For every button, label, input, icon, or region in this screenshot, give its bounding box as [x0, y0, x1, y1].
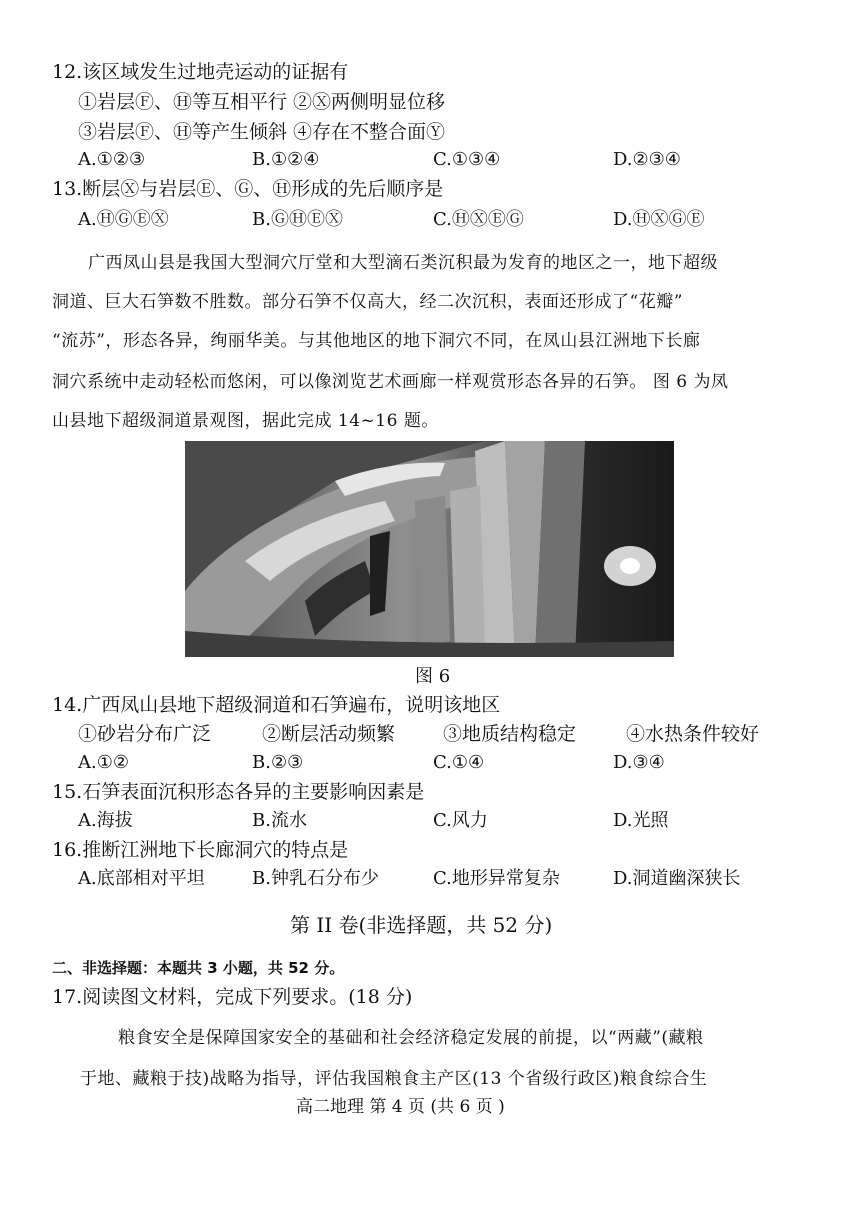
passage-line-3: “流苏”，形态各异，绚丽华美。与其他地区的地下洞穴不同，在凤山县江洲地下长廊: [52, 331, 701, 351]
q14-option-d: D.③④: [613, 752, 665, 773]
q12-option-d: D.②③④: [613, 149, 681, 170]
q15-stem: 15.石笋表面沉积形态各异的主要影响因素是: [52, 781, 425, 803]
q12-option-c: C.①③④: [433, 149, 501, 170]
passage-line-2: 洞道、巨大石笋数不胜数。部分石笋不仅高大，经二次沉积，表面还形成了“花瓣”: [52, 292, 683, 312]
q12-items-b: ③岩层Ⓕ、Ⓗ等产生倾斜 ④存在不整合面Ⓨ: [78, 121, 446, 143]
q14-item-2: ②断层活动频繁: [262, 723, 396, 745]
q13-stem: 13.断层Ⓧ与岩层Ⓔ、Ⓖ、Ⓗ形成的先后顺序是: [52, 178, 444, 200]
q17-para-line-2: 于地、藏粮于技)战略为指导，评估我国粮食主产区(13 个省级行政区)粮食综合生: [80, 1069, 708, 1089]
q14-item-3: ③地质结构稳定: [443, 723, 577, 745]
q14-option-a: A.①②: [78, 752, 129, 773]
q12-items-a: ①岩层Ⓕ、Ⓗ等互相平行 ②Ⓧ两侧明显位移: [78, 91, 446, 113]
q14-item-1: ①砂岩分布广泛: [78, 723, 212, 745]
section2-heading: 二、非选择题：本题共 3 小题，共 52 分。: [52, 959, 345, 977]
q16-option-a: A.底部相对平坦: [78, 868, 205, 889]
q13-option-d: D.ⒽⓍⒼⒺ: [613, 209, 705, 230]
q14-option-b: B.②③: [252, 752, 304, 773]
q16-option-d: D.洞道幽深狭长: [613, 868, 741, 889]
q15-option-a: A.海拔: [78, 810, 133, 831]
page-footer: 高二地理 第 4 页 (共 6 页 ): [296, 1097, 505, 1117]
q13-option-a: A.ⒽⒼⒺⓍ: [78, 209, 169, 230]
passage-line-5: 山县地下超级洞道景观图，据此完成 14~16 题。: [52, 411, 439, 431]
q17-para-line-1: 粮食安全是保障国家安全的基础和社会经济稳定发展的前提，以“两藏”(藏粮: [118, 1028, 704, 1048]
figure-caption: 图 6: [415, 666, 451, 687]
passage-line-1: 广西凤山县是我国大型洞穴厅堂和大型滴石类沉积最为发育的地区之一，地下超级: [88, 253, 718, 273]
q13-option-c: C.ⒽⓍⒺⒼ: [433, 209, 524, 230]
q12-option-a: A.①②③: [78, 149, 146, 170]
q14-option-c: C.①④: [433, 752, 485, 773]
q15-option-d: D.光照: [613, 810, 669, 831]
q17-stem: 17.阅读图文材料，完成下列要求。(18 分): [52, 986, 413, 1008]
q14-item-4: ④水热条件较好: [626, 723, 760, 745]
q13-option-b: B.ⒼⒽⒺⓍ: [252, 209, 343, 230]
q16-option-c: C.地形异常复杂: [433, 868, 560, 889]
section2-title: 第 II 卷(非选择题，共 52 分): [290, 913, 553, 937]
q16-stem: 16.推断江洲地下长廊洞穴的特点是: [52, 839, 349, 861]
q14-stem: 14.广西凤山县地下超级洞道和石笋遍布，说明该地区: [52, 694, 501, 716]
passage-line-4: 洞穴系统中走动轻松而悠闲，可以像浏览艺术画廊一样观赏形态各异的石笋。 图 6 为凤: [52, 372, 729, 392]
q15-option-c: C.风力: [433, 810, 488, 831]
q16-option-b: B.钟乳石分布少: [252, 868, 379, 889]
q15-option-b: B.流水: [252, 810, 307, 831]
q12-stem: 12.该区域发生过地壳运动的证据有: [52, 61, 349, 83]
cave-photo: [185, 441, 674, 657]
q12-option-b: B.①②④: [252, 149, 320, 170]
